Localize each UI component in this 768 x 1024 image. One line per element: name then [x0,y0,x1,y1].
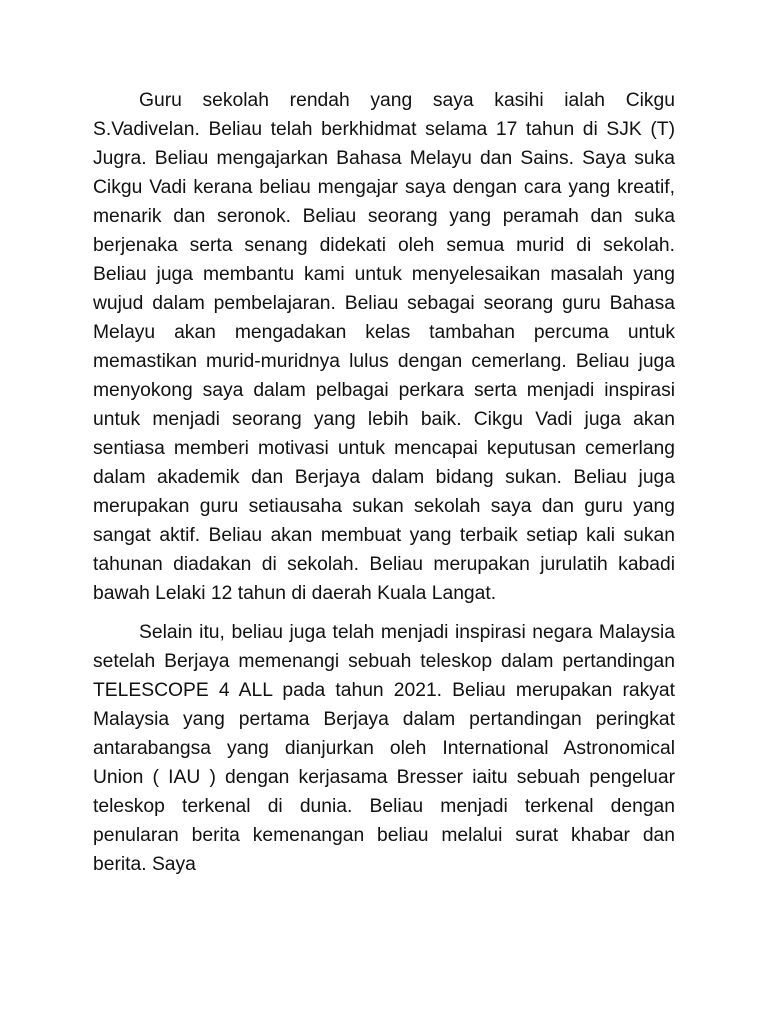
paragraph-2: Selain itu, beliau juga telah menjadi inspirasi negara Malaysia setelah Berjaya memenangi sebuah teleskop dalam pertandingan TELESCOPE 4 ALL pada tahun 2021. Beliau merupakan rakyat Malaysia yang pertama Berjaya dalam pertandingan peringkat antarabangsa yang dianjurkan oleh International Astronomical Union ( IAU ) dengan kerjasama Bresser iaitu sebuah pengeluar teleskop terkenal di dunia. Beliau menjadi terkenal dengan penularan berita kemenangan beliau melalui surat khabar dan berita. Saya [93,622,675,875]
paragraph-1: Guru sekolah rendah yang saya kasihi ialah Cikgu S.Vadivelan. Beliau telah berkhidmat selama 17 tahun di SJK (T) Jugra. Beliau mengajarkan Bahasa Melayu dan Sains. Saya suka Cikgu Vadi kerana beliau mengajar saya dengan cara yang kreatif, menarik dan seronok. Beliau seorang yang peramah dan suka berjenaka serta senang didekati oleh semua murid di sekolah. Beliau juga membantu kami untuk menyelesaikan masalah yang wujud dalam pembelajaran. Beliau sebagai seorang guru Bahasa Melayu akan mengadakan kelas tambahan percuma untuk memastikan murid-muridnya lulus dengan cemerlang. Beliau juga menyokong saya dalam pelbagai perkara serta menjadi inspirasi untuk menjadi seorang yang lebih baik. Cikgu Vadi juga akan sentiasa memberi motivasi untuk mencapai keputusan cemerlang dalam akademik dan Berjaya dalam bidang sukan. Beliau juga merupakan guru setiausaha sukan sekolah saya dan guru yang sangat aktif. Beliau akan membuat yang terbaik setiap kali sukan tahunan diadakan di sekolah. Beliau merupakan jurulatih kabadi bawah Lelaki 12 tahun di daerah Kuala Langat. [93,90,675,604]
document-body [93,86,675,879]
